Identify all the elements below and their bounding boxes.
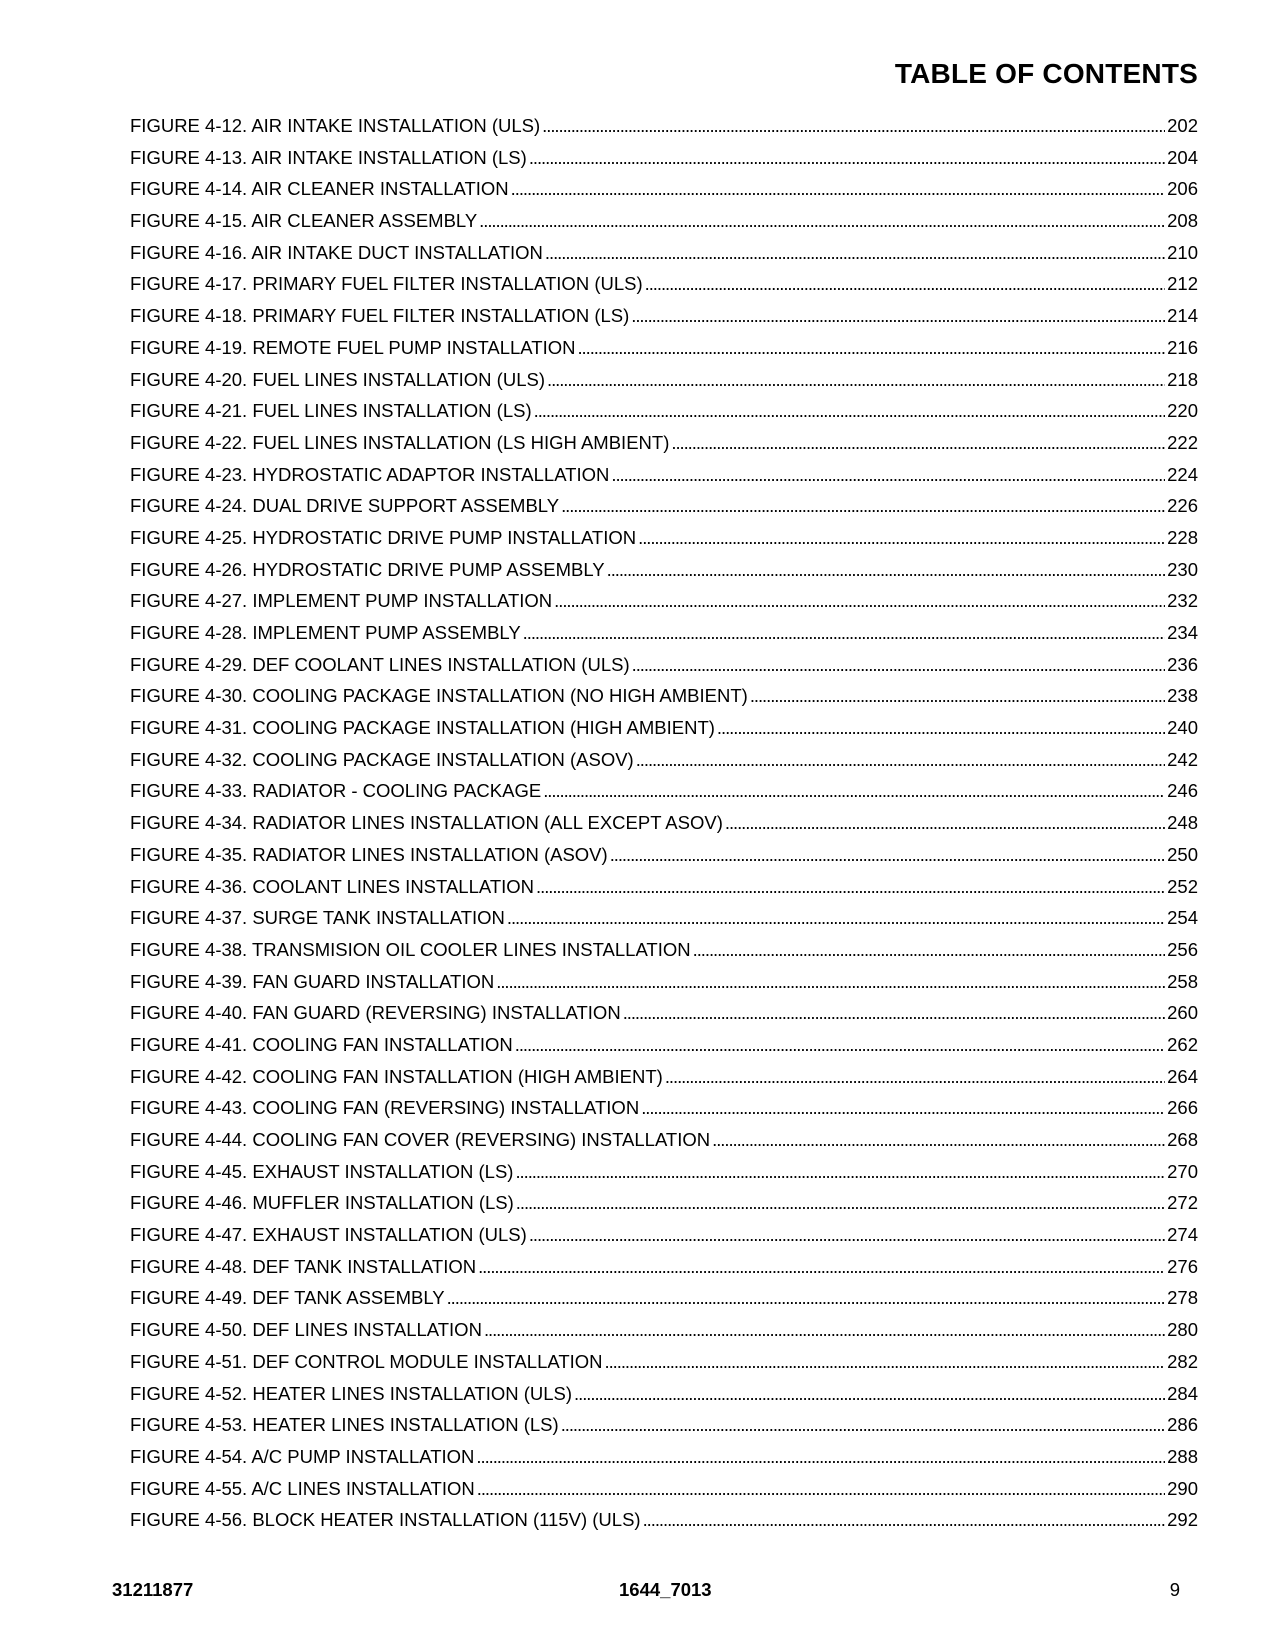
toc-dot-leader (561, 490, 1165, 522)
toc-entry-page-number: 220 (1167, 400, 1198, 422)
toc-entry-page-number: 274 (1167, 1224, 1198, 1246)
toc-entry-label: FIGURE 4-46. MUFFLER INSTALLATION (LS) (130, 1192, 514, 1214)
toc-dot-leader (476, 1441, 1165, 1473)
toc-entry-page-number: 232 (1167, 590, 1198, 612)
toc-entry-page-number: 238 (1167, 685, 1198, 707)
toc-entry[interactable] (130, 459, 1198, 491)
toc-entry-label: FIGURE 4-19. REMOTE FUEL PUMP INSTALLATION (130, 336, 576, 358)
toc-dot-leader (693, 934, 1166, 966)
toc-entry-page-number: 248 (1167, 812, 1198, 834)
toc-entry[interactable] (130, 839, 1198, 871)
toc-dot-leader (511, 173, 1165, 205)
toc-entry-label: FIGURE 4-37. SURGE TANK INSTALLATION (130, 907, 505, 929)
toc-entry-page-number: 210 (1167, 241, 1198, 263)
toc-entry-page-number: 258 (1167, 970, 1198, 992)
toc-entry-page-number: 276 (1167, 1255, 1198, 1277)
toc-entry-label: FIGURE 4-25. HYDROSTATIC DRIVE PUMP INSTALLATION (130, 526, 637, 548)
toc-list (130, 110, 1198, 1536)
toc-entry[interactable] (130, 300, 1198, 332)
toc-dot-leader (645, 268, 1165, 300)
toc-entry-label: FIGURE 4-24. DUAL DRIVE SUPPORT ASSEMBLY (130, 495, 560, 517)
toc-dot-leader (665, 1061, 1165, 1093)
toc-entry-page-number: 250 (1167, 843, 1198, 865)
toc-dot-leader (671, 427, 1165, 459)
toc-dot-leader (536, 871, 1165, 903)
toc-entry[interactable] (130, 173, 1198, 205)
toc-entry-page-number: 236 (1167, 653, 1198, 675)
toc-dot-leader (542, 110, 1165, 142)
toc-entry-label: FIGURE 4-54. A/C PUMP INSTALLATION (130, 1445, 475, 1467)
toc-dot-leader (561, 1409, 1165, 1441)
toc-entry-label: FIGURE 4-55. A/C LINES INSTALLATION (130, 1477, 475, 1499)
toc-entry-page-number: 214 (1167, 305, 1198, 327)
toc-entry[interactable] (130, 997, 1198, 1029)
toc-dot-leader (632, 649, 1166, 681)
toc-entry-label: FIGURE 4-56. BLOCK HEATER INSTALLATION (115V) (ULS) (130, 1509, 641, 1531)
toc-entry-label: FIGURE 4-22. FUEL LINES INSTALLATION (LS HIGH AMBIENT) (130, 431, 670, 453)
toc-entry[interactable] (130, 1251, 1198, 1283)
toc-entry-label: FIGURE 4-45. EXHAUST INSTALLATION (LS) (130, 1160, 514, 1182)
toc-entry[interactable] (130, 1441, 1198, 1473)
toc-entry-page-number: 256 (1167, 938, 1198, 960)
toc-dot-leader (574, 1378, 1165, 1410)
toc-dot-leader (717, 712, 1165, 744)
toc-entry-label: FIGURE 4-34. RADIATOR LINES INSTALLATION (ALL EXCEPT ASOV) (130, 812, 723, 834)
toc-entry[interactable] (130, 332, 1198, 364)
toc-dot-leader (605, 1346, 1166, 1378)
toc-entry-label: FIGURE 4-48. DEF TANK INSTALLATION (130, 1255, 477, 1277)
toc-dot-leader (623, 997, 1165, 1029)
toc-dot-leader (712, 1124, 1165, 1156)
toc-entry-page-number: 230 (1167, 558, 1198, 580)
toc-dot-leader (643, 1504, 1166, 1536)
toc-entry[interactable] (130, 585, 1198, 617)
toc-entry-page-number: 280 (1167, 1319, 1198, 1341)
footer-part-number: 31211877 (112, 1579, 194, 1600)
toc-dot-leader (515, 1156, 1165, 1188)
footer-doc-code: 1644_7013 (619, 1579, 712, 1600)
toc-entry[interactable] (130, 554, 1198, 586)
toc-entry-label: FIGURE 4-30. COOLING PACKAGE INSTALLATION (NO HIGH AMBIENT) (130, 685, 748, 707)
toc-entry-page-number: 272 (1167, 1192, 1198, 1214)
toc-dot-leader (636, 744, 1165, 776)
toc-entry[interactable] (130, 1061, 1198, 1093)
toc-entry-label: FIGURE 4-49. DEF TANK ASSEMBLY (130, 1287, 445, 1309)
toc-dot-leader (534, 395, 1166, 427)
toc-dot-leader (631, 300, 1165, 332)
toc-dot-leader (641, 1092, 1165, 1124)
toc-dot-leader (543, 775, 1165, 807)
toc-entry-page-number: 218 (1167, 368, 1198, 390)
toc-dot-leader (725, 807, 1165, 839)
toc-entry-label: FIGURE 4-17. PRIMARY FUEL FILTER INSTALLATION (ULS) (130, 273, 643, 295)
toc-entry[interactable] (130, 427, 1198, 459)
toc-entry-page-number: 212 (1167, 273, 1198, 295)
toc-entry-label: FIGURE 4-53. HEATER LINES INSTALLATION (LS) (130, 1414, 559, 1436)
toc-entry-label: FIGURE 4-42. COOLING FAN INSTALLATION (HIGH AMBIENT) (130, 1065, 663, 1087)
toc-entry[interactable] (130, 205, 1198, 237)
toc-entry[interactable] (130, 490, 1198, 522)
toc-entry-page-number: 286 (1167, 1414, 1198, 1436)
toc-entry[interactable] (130, 1187, 1198, 1219)
toc-entry-page-number: 292 (1167, 1509, 1198, 1531)
toc-entry[interactable] (130, 775, 1198, 807)
toc-entry[interactable] (130, 1282, 1198, 1314)
toc-entry[interactable] (130, 1124, 1198, 1156)
toc-dot-leader (554, 585, 1165, 617)
toc-entry-page-number: 224 (1167, 463, 1198, 485)
toc-dot-leader (477, 1473, 1165, 1505)
toc-entry[interactable] (130, 1409, 1198, 1441)
toc-dot-leader (529, 142, 1165, 174)
toc-dot-leader (479, 205, 1165, 237)
toc-entry-label: FIGURE 4-15. AIR CLEANER ASSEMBLY (130, 210, 478, 232)
toc-entry[interactable] (130, 1473, 1198, 1505)
toc-entry-page-number: 278 (1167, 1287, 1198, 1309)
page-title: TABLE OF CONTENTS (894, 58, 1198, 89)
toc-entry-label: FIGURE 4-52. HEATER LINES INSTALLATION (ULS) (130, 1382, 573, 1404)
toc-entry-label: FIGURE 4-13. AIR INTAKE INSTALLATION (LS) (130, 146, 527, 168)
toc-entry[interactable] (130, 1029, 1198, 1061)
toc-entry-label: FIGURE 4-18. PRIMARY FUEL FILTER INSTALLATION (LS) (130, 305, 630, 327)
toc-entry[interactable] (130, 522, 1198, 554)
toc-entry[interactable] (130, 142, 1198, 174)
toc-dot-leader (484, 1314, 1165, 1346)
toc-entry-page-number: 268 (1167, 1129, 1198, 1150)
toc-entry[interactable] (130, 871, 1198, 903)
toc-entry-page-number: 290 (1167, 1477, 1198, 1499)
toc-entry[interactable] (130, 680, 1198, 712)
toc-entry-label: FIGURE 4-33. RADIATOR - COOLING PACKAGE (130, 780, 542, 802)
toc-dot-leader (547, 364, 1165, 396)
toc-entry[interactable] (130, 617, 1198, 649)
toc-entry[interactable] (130, 1156, 1198, 1188)
toc-entry-label: FIGURE 4-38. TRANSMISION OIL COOLER LINES INSTALLATION (130, 938, 691, 960)
toc-entry[interactable] (130, 1092, 1198, 1124)
toc-entry-page-number: 204 (1167, 146, 1198, 168)
toc-dot-leader (750, 680, 1165, 712)
toc-dot-leader (516, 1187, 1165, 1219)
toc-entry-page-number: 226 (1167, 495, 1198, 517)
toc-entry-label: FIGURE 4-16. AIR INTAKE DUCT INSTALLATION (130, 241, 543, 263)
toc-entry-page-number: 266 (1167, 1097, 1198, 1119)
toc-entry[interactable] (130, 934, 1198, 966)
toc-entry-label: FIGURE 4-36. COOLANT LINES INSTALLATION (130, 875, 535, 897)
toc-entry-page-number: 288 (1167, 1445, 1198, 1467)
toc-entry-page-number: 254 (1167, 907, 1198, 929)
toc-entry-label: FIGURE 4-47. EXHAUST INSTALLATION (ULS) (130, 1224, 527, 1246)
toc-entry[interactable] (130, 110, 1198, 142)
toc-entry[interactable] (130, 649, 1198, 681)
toc-entry-page-number: 208 (1167, 210, 1198, 232)
toc-entry-label: FIGURE 4-39. FAN GUARD INSTALLATION (130, 970, 495, 992)
toc-entry-page-number: 264 (1167, 1065, 1198, 1087)
toc-entry-label: FIGURE 4-21. FUEL LINES INSTALLATION (LS) (130, 400, 532, 422)
toc-entry[interactable] (130, 395, 1198, 427)
toc-dot-leader (611, 459, 1165, 491)
toc-entry-page-number: 246 (1167, 780, 1198, 802)
toc-entry-page-number: 228 (1167, 526, 1198, 548)
toc-dot-leader (478, 1251, 1165, 1283)
toc-entry[interactable] (130, 1378, 1198, 1410)
toc-entry[interactable] (130, 902, 1198, 934)
toc-entry-label: FIGURE 4-50. DEF LINES INSTALLATION (130, 1319, 482, 1341)
toc-entry[interactable] (130, 807, 1198, 839)
toc-entry-label: FIGURE 4-29. DEF COOLANT LINES INSTALLATION (ULS) (130, 653, 630, 675)
toc-entry-label: FIGURE 4-32. COOLING PACKAGE INSTALLATION (ASOV) (130, 748, 634, 770)
toc-entry-label: FIGURE 4-35. RADIATOR LINES INSTALLATION (ASOV) (130, 843, 608, 865)
toc-dot-leader (447, 1282, 1166, 1314)
toc-dot-leader (577, 332, 1165, 364)
toc-entry-page-number: 260 (1167, 1002, 1198, 1024)
toc-entry[interactable] (130, 1504, 1198, 1536)
toc-dot-leader (515, 1029, 1165, 1061)
toc-dot-leader (610, 839, 1165, 871)
toc-entry[interactable] (130, 237, 1198, 269)
toc-entry-page-number: 262 (1167, 1033, 1198, 1055)
toc-dot-leader (529, 1219, 1165, 1251)
toc-dot-leader (507, 902, 1165, 934)
toc-entry-label: FIGURE 4-44. COOLING FAN COVER (REVERSING) INSTALLATION (130, 1129, 711, 1150)
toc-dot-leader (523, 617, 1165, 649)
toc-entry-label: FIGURE 4-41. COOLING FAN INSTALLATION (130, 1033, 513, 1055)
toc-entry-label: FIGURE 4-27. IMPLEMENT PUMP INSTALLATION (130, 590, 553, 612)
toc-entry-label: FIGURE 4-31. COOLING PACKAGE INSTALLATION (HIGH AMBIENT) (130, 717, 715, 739)
toc-entry[interactable] (130, 712, 1198, 744)
toc-entry-page-number: 284 (1167, 1382, 1198, 1404)
toc-entry-page-number: 216 (1167, 336, 1198, 358)
toc-entry[interactable] (130, 1346, 1198, 1378)
toc-entry[interactable] (130, 364, 1198, 396)
toc-entry-label: FIGURE 4-40. FAN GUARD (REVERSING) INSTALLATION (130, 1002, 621, 1024)
toc-entry-page-number: 270 (1167, 1160, 1198, 1182)
toc-entry-label: FIGURE 4-51. DEF CONTROL MODULE INSTALLATION (130, 1350, 603, 1372)
toc-dot-leader (545, 237, 1165, 269)
toc-entry-label: FIGURE 4-23. HYDROSTATIC ADAPTOR INSTALLATION (130, 463, 610, 485)
toc-entry[interactable] (130, 268, 1198, 300)
toc-entry-label: FIGURE 4-20. FUEL LINES INSTALLATION (ULS) (130, 368, 545, 390)
toc-entry-page-number: 252 (1167, 875, 1198, 897)
footer-page-number: 9 (1169, 1579, 1180, 1600)
toc-entry-label: FIGURE 4-12. AIR INTAKE INSTALLATION (ULS) (130, 115, 541, 136)
toc-entry[interactable] (130, 744, 1198, 776)
toc-entry-label: FIGURE 4-26. HYDROSTATIC DRIVE PUMP ASSEMBLY (130, 558, 605, 580)
toc-entry[interactable] (130, 966, 1198, 998)
toc-entry-page-number: 240 (1167, 717, 1198, 739)
toc-dot-leader (496, 966, 1165, 998)
toc-entry-label: FIGURE 4-14. AIR CLEANER INSTALLATION (130, 178, 509, 200)
toc-entry-page-number: 242 (1167, 748, 1198, 770)
toc-entry[interactable] (130, 1219, 1198, 1251)
toc-entry-page-number: 206 (1167, 178, 1198, 200)
toc-entry-page-number: 282 (1167, 1350, 1198, 1372)
toc-dot-leader (607, 554, 1166, 586)
toc-entry-page-number: 202 (1167, 115, 1198, 136)
toc-entry[interactable] (130, 1314, 1198, 1346)
toc-entry-page-number: 222 (1167, 431, 1198, 453)
toc-entry-label: FIGURE 4-28. IMPLEMENT PUMP ASSEMBLY (130, 622, 521, 643)
toc-entry-page-number: 234 (1167, 622, 1198, 643)
toc-entry-label: FIGURE 4-43. COOLING FAN (REVERSING) INSTALLATION (130, 1097, 640, 1119)
toc-dot-leader (638, 522, 1165, 554)
